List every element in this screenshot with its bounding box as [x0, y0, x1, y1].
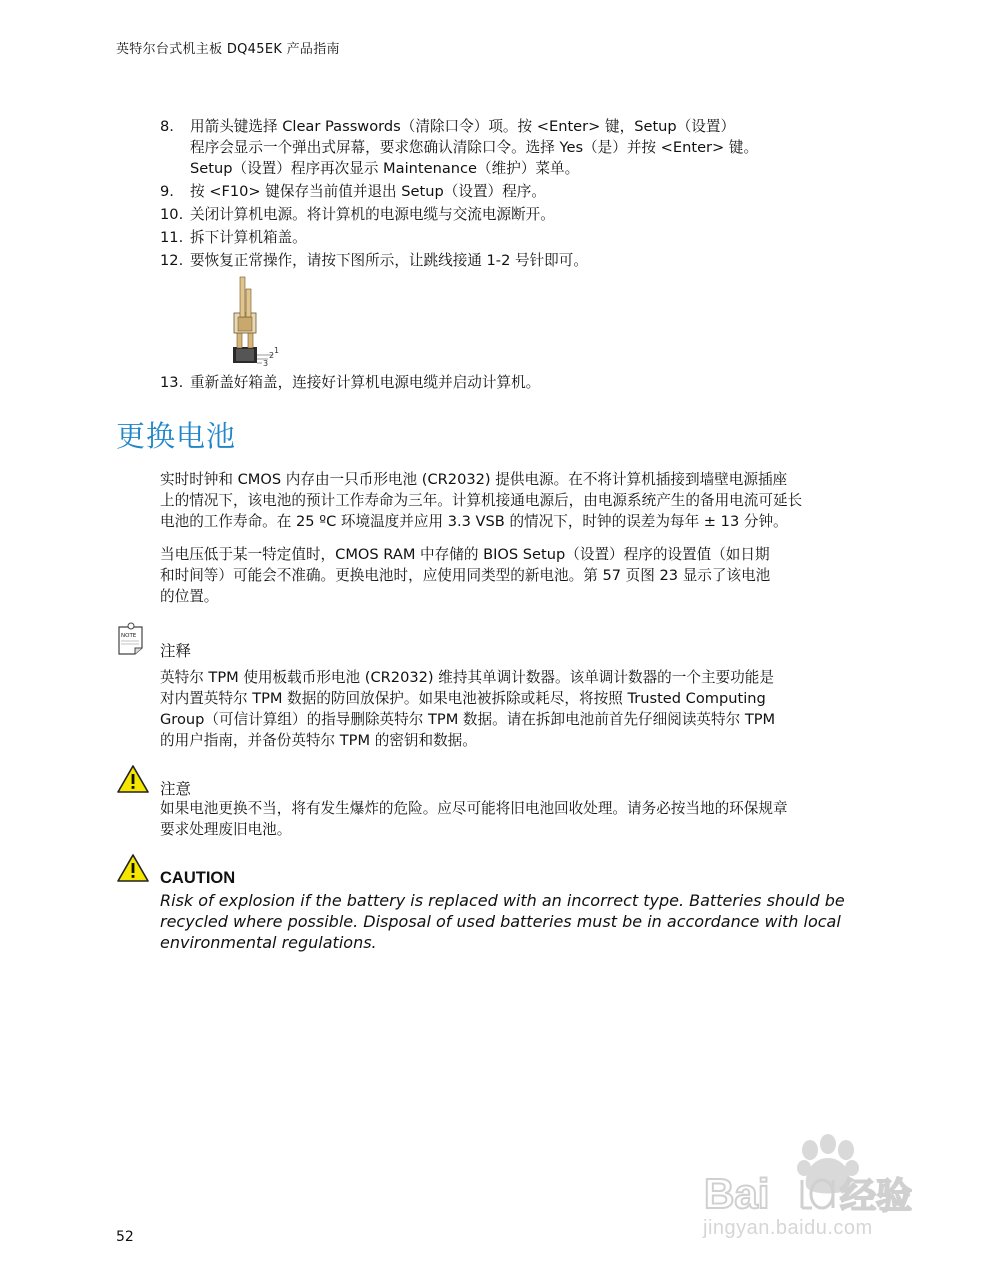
- step-number: 10.: [160, 206, 184, 223]
- pin-label: 2: [269, 351, 275, 360]
- jumper-pins-figure: [228, 275, 290, 370]
- step-text: 按 <F10> 键保存当前值并退出 Setup（设置）程序。: [190, 183, 546, 200]
- step-text: 关闭计算机电源。将计算机的电源电缆与交流电源断开。: [190, 206, 555, 223]
- caution-label: CAUTION: [160, 869, 236, 887]
- step-text: 拆下计算机箱盖。: [190, 229, 307, 246]
- warning-text-cn: 如果电池更换不当，将有发生爆炸的危险。应尽可能将旧电池回收处理。请务必按当地的环保规章 要求处理废旧电池。: [160, 800, 788, 838]
- step-text: 用箭头键选择 Clear Passwords（清除口令）项。按 <Enter> 键，Setup（设置） 程序会显示一个弹出式屏幕，要求您确认清除口令。选择 Yes（是）并按 <Enter> 键。 Setup（设置）程序再次显示 Maintenance（维护）菜单。: [190, 118, 759, 177]
- step-number: 13.: [160, 374, 184, 391]
- watermark-brand-cn: 经验: [840, 1176, 913, 1217]
- caution-text: Risk of explosion if the battery is replaced with an incorrect type. Batteries should be recycled where possible. Disposal of used batteries must be in accordance with local environmental regulations.: [160, 891, 845, 952]
- pin-label: 1: [274, 346, 280, 355]
- note-icon: [116, 620, 146, 656]
- list-item: [160, 181, 860, 202]
- list-item: [160, 227, 860, 248]
- warning-label-cn: 注意: [160, 780, 192, 798]
- page-header: 英特尔台式机主板 DQ45EK 产品指南: [116, 42, 340, 57]
- battery-paragraph-1: 实时时钟和 CMOS 内存由一只币形电池 (CR2032) 提供电源。在不将计算机插接到墙壁电源插座 上的情况下，该电池的预计工作寿命为三年。计算机接通电源后，由电源系统产生的备用电流可延长 电池的工作寿命。在 25 ºC 环境温度并应用 3.3 VSB 的情况下，时钟的误差为每年 ± 13 分钟。: [160, 471, 803, 530]
- list-item: [160, 116, 860, 179]
- step-text: 要恢复正常操作，请按下图所示，让跳线接通 1-2 号针即可。: [190, 252, 588, 269]
- battery-paragraph-2: 当电压低于某一特定值时，CMOS RAM 中存储的 BIOS Setup（设置）程序的设置值（如日期 和时间等）可能会不准确。更换电池时，应使用同类型的新电池。第 57 页图 23 显示了该电池 的位置。: [160, 546, 771, 605]
- watermark-brand: Bai: [704, 1170, 770, 1217]
- step-text: 重新盖好箱盖，连接好计算机电源电缆并启动计算机。: [190, 374, 541, 391]
- list-item: [160, 372, 860, 393]
- note-label: 注释: [160, 642, 192, 660]
- step-number: 9.: [160, 183, 174, 200]
- list-item: [160, 250, 860, 271]
- pin-label: 3: [263, 359, 269, 368]
- list-item: [160, 204, 860, 225]
- step-number: 8.: [160, 118, 174, 135]
- warning-icon: [116, 853, 150, 883]
- note-icon-text: NOTE: [121, 633, 137, 639]
- step-number: 12.: [160, 252, 184, 269]
- baidu-watermark-logo: [700, 1128, 940, 1268]
- step-number: 11.: [160, 229, 184, 246]
- watermark-url: jingyan.baidu.com: [703, 1217, 873, 1239]
- section-heading: 更换电池: [116, 419, 237, 453]
- warning-icon: [116, 764, 150, 794]
- note-text: 英特尔 TPM 使用板载币形电池 (CR2032) 维持其单调计数器。该单调计数器的一个主要功能是 对内置英特尔 TPM 数据的防回放保护。如果电池被拆除或耗尽，将按照 Trusted Computing Group（可信计算组）的指导删除英特尔 TPM 数据。请在拆卸电池前首先仔细阅读英特尔 TPM 的用户指南，并备份英特尔 TPM 的密钥和数据。: [160, 669, 776, 749]
- page-number: 52: [116, 1229, 134, 1245]
